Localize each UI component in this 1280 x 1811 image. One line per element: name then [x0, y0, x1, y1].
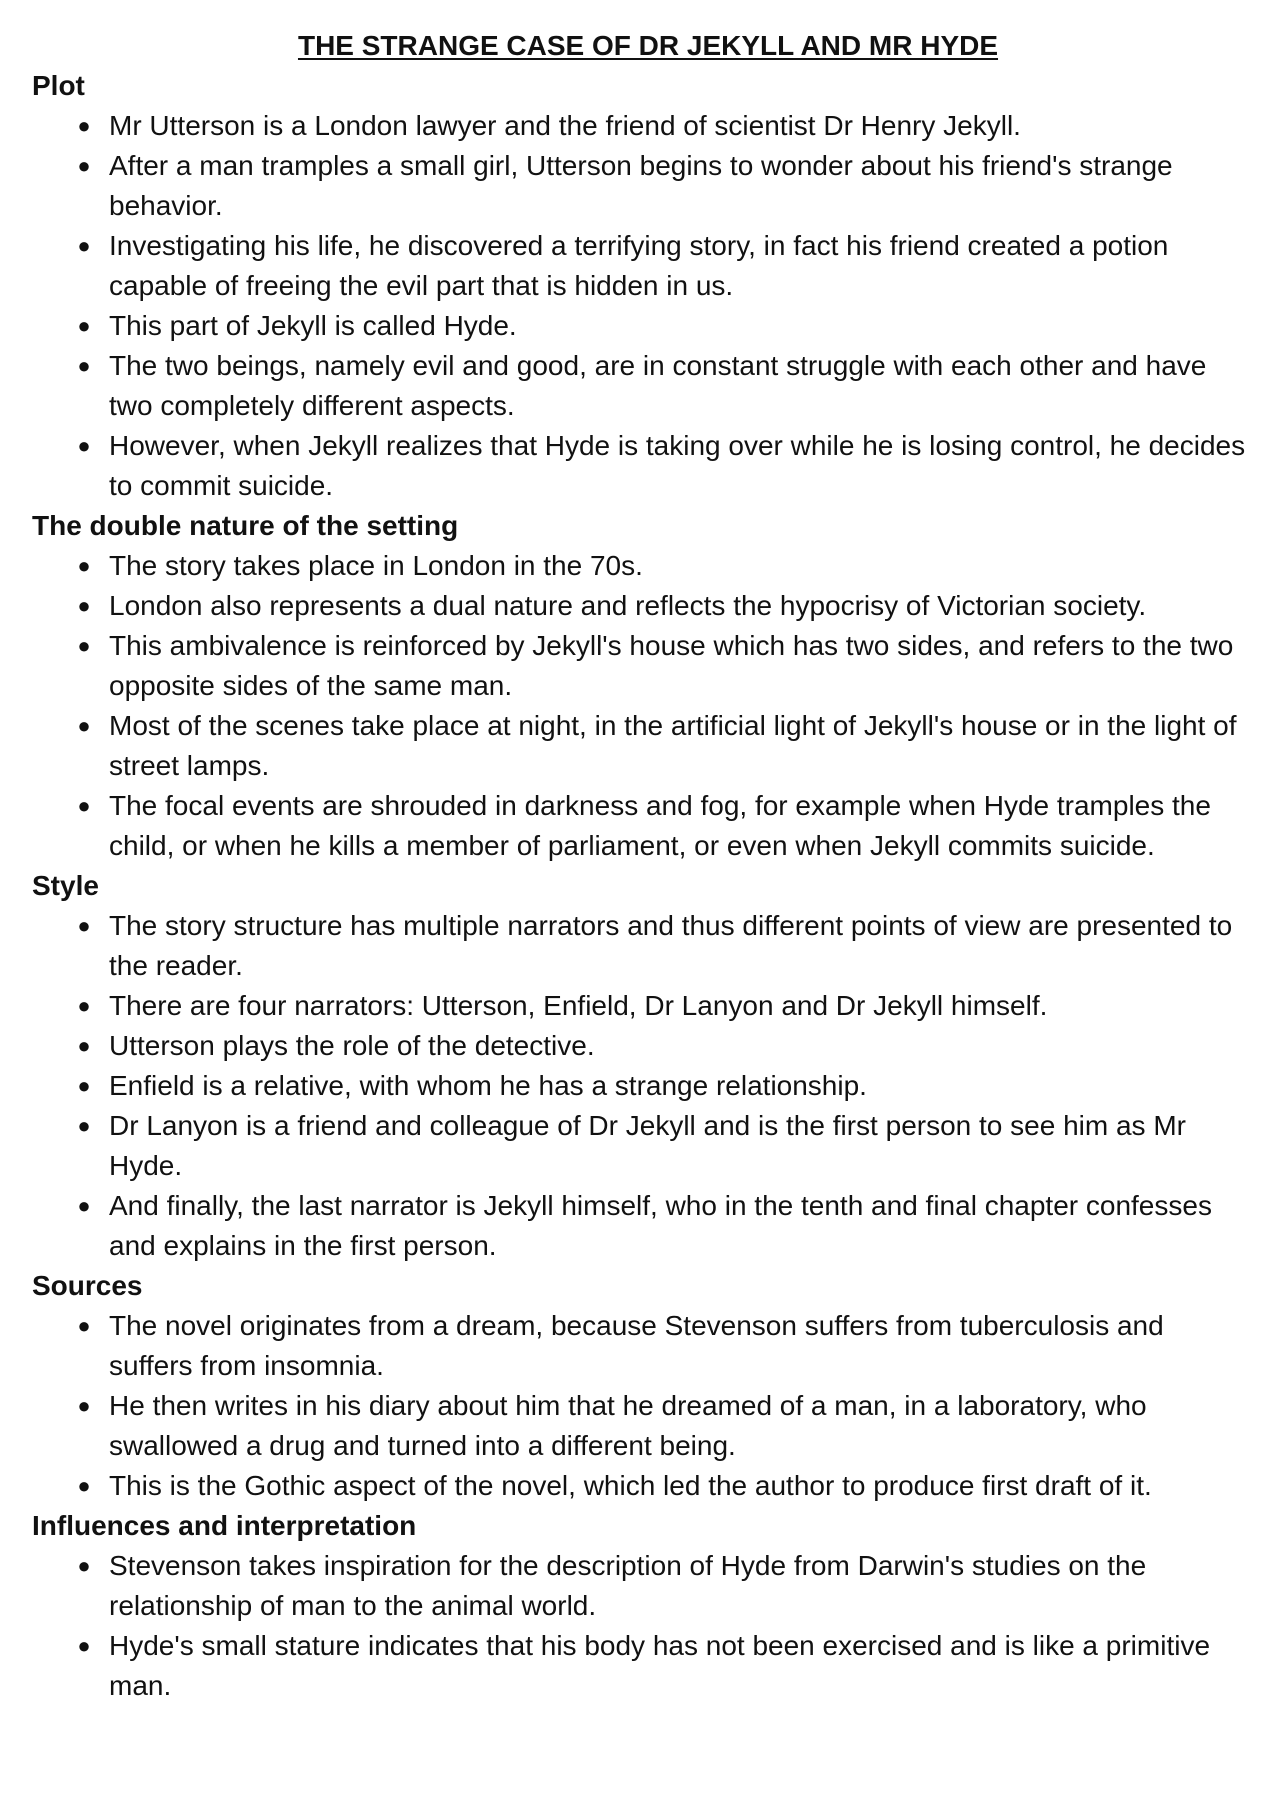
- bullet-icon: ●: [77, 913, 91, 938]
- list-item: [32, 786, 1254, 866]
- bullet-list: [32, 106, 1254, 506]
- list-item: [32, 146, 1254, 226]
- bullet-icon: ●: [77, 233, 91, 258]
- list-item-text: Investigating his life, he discovered a terrifying story, in fact his friend created a potion capable of freeing the evil part that is hidden in us.: [109, 230, 1169, 301]
- bullet-icon: ●: [77, 1313, 91, 1338]
- list-item-text: And finally, the last narrator is Jekyll himself, who in the tenth and final chapter confesses and explains in the first person.: [109, 1190, 1212, 1261]
- list-item-text: However, when Jekyll realizes that Hyde is taking over while he is losing control, he decides to commit suicide.: [109, 430, 1246, 501]
- list-item-text: Mr Utterson is a London lawyer and the friend of scientist Dr Henry Jekyll.: [109, 110, 1021, 141]
- list-item-text: The two beings, namely evil and good, are in constant struggle with each other and have two completely different aspects.: [109, 350, 1207, 421]
- list-item-text: Most of the scenes take place at night, in the artificial light of Jekyll's house or in the light of street lamps.: [109, 710, 1237, 781]
- bullet-icon: ●: [77, 153, 91, 178]
- document-body: [32, 66, 1254, 1706]
- bullet-icon: ●: [77, 1393, 91, 1418]
- list-item: [32, 1026, 1254, 1066]
- bullet-list: [32, 906, 1254, 1266]
- list-item: [32, 1466, 1254, 1506]
- list-item-text: Dr Lanyon is a friend and colleague of Dr Jekyll and is the first person to see him as Mr Hyde.: [109, 1110, 1186, 1181]
- list-item: [32, 1106, 1254, 1186]
- list-item: [32, 426, 1254, 506]
- section-heading: Style: [32, 870, 99, 901]
- section-heading: Influences and interpretation: [32, 1510, 417, 1541]
- list-item-text: The novel originates from a dream, because Stevenson suffers from tuberculosis and suffers from insomnia.: [109, 1310, 1164, 1381]
- list-item-text: London also represents a dual nature and reflects the hypocrisy of Victorian society.: [109, 590, 1147, 621]
- list-item-text: The story structure has multiple narrators and thus different points of view are presented to the reader.: [109, 910, 1233, 981]
- list-item-text: The focal events are shrouded in darkness and fog, for example when Hyde tramples the child, or when he kills a member of parliament, or even when Jekyll commits suicide.: [109, 790, 1211, 861]
- bullet-icon: ●: [77, 433, 91, 458]
- list-item: [32, 906, 1254, 986]
- bullet-icon: ●: [77, 1193, 91, 1218]
- bullet-icon: ●: [77, 593, 91, 618]
- bullet-icon: ●: [77, 993, 91, 1018]
- list-item-text: This is the Gothic aspect of the novel, which led the author to produce first draft of it.: [109, 1470, 1152, 1501]
- list-item: [32, 1386, 1254, 1466]
- list-item: [32, 1546, 1254, 1626]
- section-heading: Sources: [32, 1270, 143, 1301]
- list-item-text: After a man tramples a small girl, Utterson begins to wonder about his friend's strange behavior.: [109, 150, 1173, 221]
- list-item: [32, 1186, 1254, 1266]
- bullet-icon: ●: [77, 553, 91, 578]
- bullet-icon: ●: [77, 1473, 91, 1498]
- list-item: [32, 546, 1254, 586]
- bullet-icon: ●: [77, 1073, 91, 1098]
- bullet-icon: ●: [77, 1553, 91, 1578]
- bullet-icon: ●: [77, 1633, 91, 1658]
- bullet-icon: ●: [77, 313, 91, 338]
- list-item-text: Utterson plays the role of the detective.: [109, 1030, 595, 1061]
- bullet-list: [32, 546, 1254, 866]
- section-heading: Plot: [32, 70, 85, 101]
- list-item-text: Enfield is a relative, with whom he has a strange relationship.: [109, 1070, 867, 1101]
- list-item-text: This part of Jekyll is called Hyde.: [109, 310, 517, 341]
- list-item-text: He then writes in his diary about him that he dreamed of a man, in a laboratory, who swallowed a drug and turned into a different being.: [109, 1390, 1147, 1461]
- list-item-text: There are four narrators: Utterson, Enfield, Dr Lanyon and Dr Jekyll himself.: [109, 990, 1048, 1021]
- list-item: [32, 706, 1254, 786]
- list-item-text: The story takes place in London in the 70s.: [109, 550, 643, 581]
- section-heading: The double nature of the setting: [32, 510, 459, 541]
- list-item: [32, 226, 1254, 306]
- list-item: [32, 1066, 1254, 1106]
- list-item: [32, 586, 1254, 626]
- bullet-icon: ●: [77, 1113, 91, 1138]
- bullet-icon: ●: [77, 793, 91, 818]
- list-item: [32, 106, 1254, 146]
- bullet-icon: ●: [77, 113, 91, 138]
- list-item: [32, 626, 1254, 706]
- bullet-list: [32, 1546, 1254, 1706]
- list-item: [32, 986, 1254, 1026]
- bullet-icon: ●: [77, 1033, 91, 1058]
- bullet-icon: ●: [77, 633, 91, 658]
- bullet-list: [32, 1306, 1254, 1506]
- bullet-icon: ●: [77, 353, 91, 378]
- list-item: [32, 306, 1254, 346]
- list-item: [32, 1626, 1254, 1706]
- list-item: [32, 1306, 1254, 1386]
- list-item: [32, 346, 1254, 426]
- bullet-icon: ●: [77, 713, 91, 738]
- document-title: THE STRANGE CASE OF DR JEKYLL AND MR HYDE: [297, 30, 999, 61]
- list-item-text: Stevenson takes inspiration for the description of Hyde from Darwin's studies on the relationship of man to the animal world.: [109, 1550, 1147, 1621]
- list-item-text: Hyde's small stature indicates that his body has not been exercised and is like a primitive man.: [109, 1630, 1211, 1701]
- list-item-text: This ambivalence is reinforced by Jekyll's house which has two sides, and refers to the two opposite sides of the same man.: [109, 630, 1234, 701]
